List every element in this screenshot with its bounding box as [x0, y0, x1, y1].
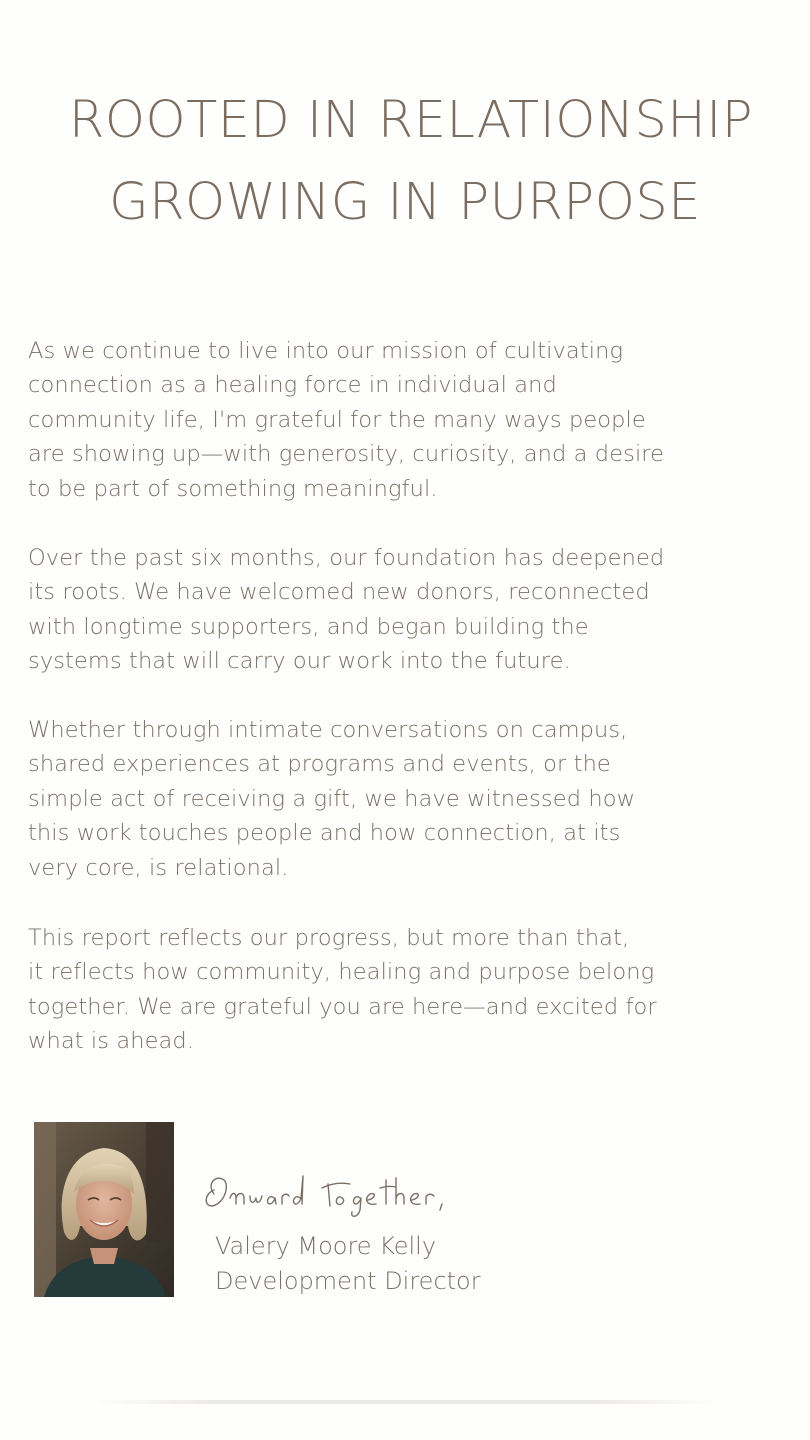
text-line: Whether through intimate conversations on campus,	[28, 717, 628, 743]
text-line: community life, I'm grateful for the many ways people	[28, 406, 646, 433]
text-line: simple act of receiving a gift, we have witnessed how	[28, 785, 636, 812]
text-line: its roots. We have welcomed new donors, reconnected	[28, 579, 650, 606]
letter-paragraph-4	[28, 921, 798, 1059]
text-line: As we continue to live into our mission of cultivating	[28, 338, 624, 364]
text-line: this work touches people and how connection, at its	[28, 820, 621, 847]
text-line: Over the past six months, our foundation has deepened	[28, 545, 665, 571]
signer-block	[215, 1229, 481, 1298]
title-line-1: ROOTED IN RELATIONSHIP	[68, 91, 754, 150]
text-line: together. We are grateful you are here—and excited for	[28, 993, 657, 1020]
text-line: to be part of something meaningful.	[28, 475, 438, 502]
closing-signature	[200, 1170, 520, 1220]
text-line: are showing up—with generosity, curiosity, and a desire	[28, 441, 665, 468]
closing-text	[200, 1220, 201, 1221]
page-title	[0, 80, 810, 244]
letter-paragraph-3	[28, 713, 798, 885]
letter-paragraph-2	[28, 541, 798, 679]
signer-role: Development Director	[215, 1266, 481, 1295]
text-line: This report reflects our progress, but more than that,	[28, 925, 630, 951]
bottom-divider	[95, 1400, 715, 1404]
text-line: connection as a healing force in individual and	[28, 372, 557, 399]
text-line: with longtime supporters, and began building the	[28, 613, 589, 640]
text-line: it reflects how community, healing and purpose belong	[28, 959, 655, 986]
text-line: systems that will carry our work into the future.	[28, 648, 571, 675]
text-line: what is ahead.	[28, 1028, 195, 1055]
text-line: shared experiences at programs and events, or the	[28, 751, 611, 778]
signer-name: Valery Moore Kelly	[215, 1232, 437, 1260]
title-line-2: GROWING IN PURPOSE	[109, 173, 701, 232]
author-portrait	[34, 1122, 174, 1297]
text-line: very core, is relational.	[28, 854, 289, 881]
letter-paragraph-1	[28, 334, 798, 506]
